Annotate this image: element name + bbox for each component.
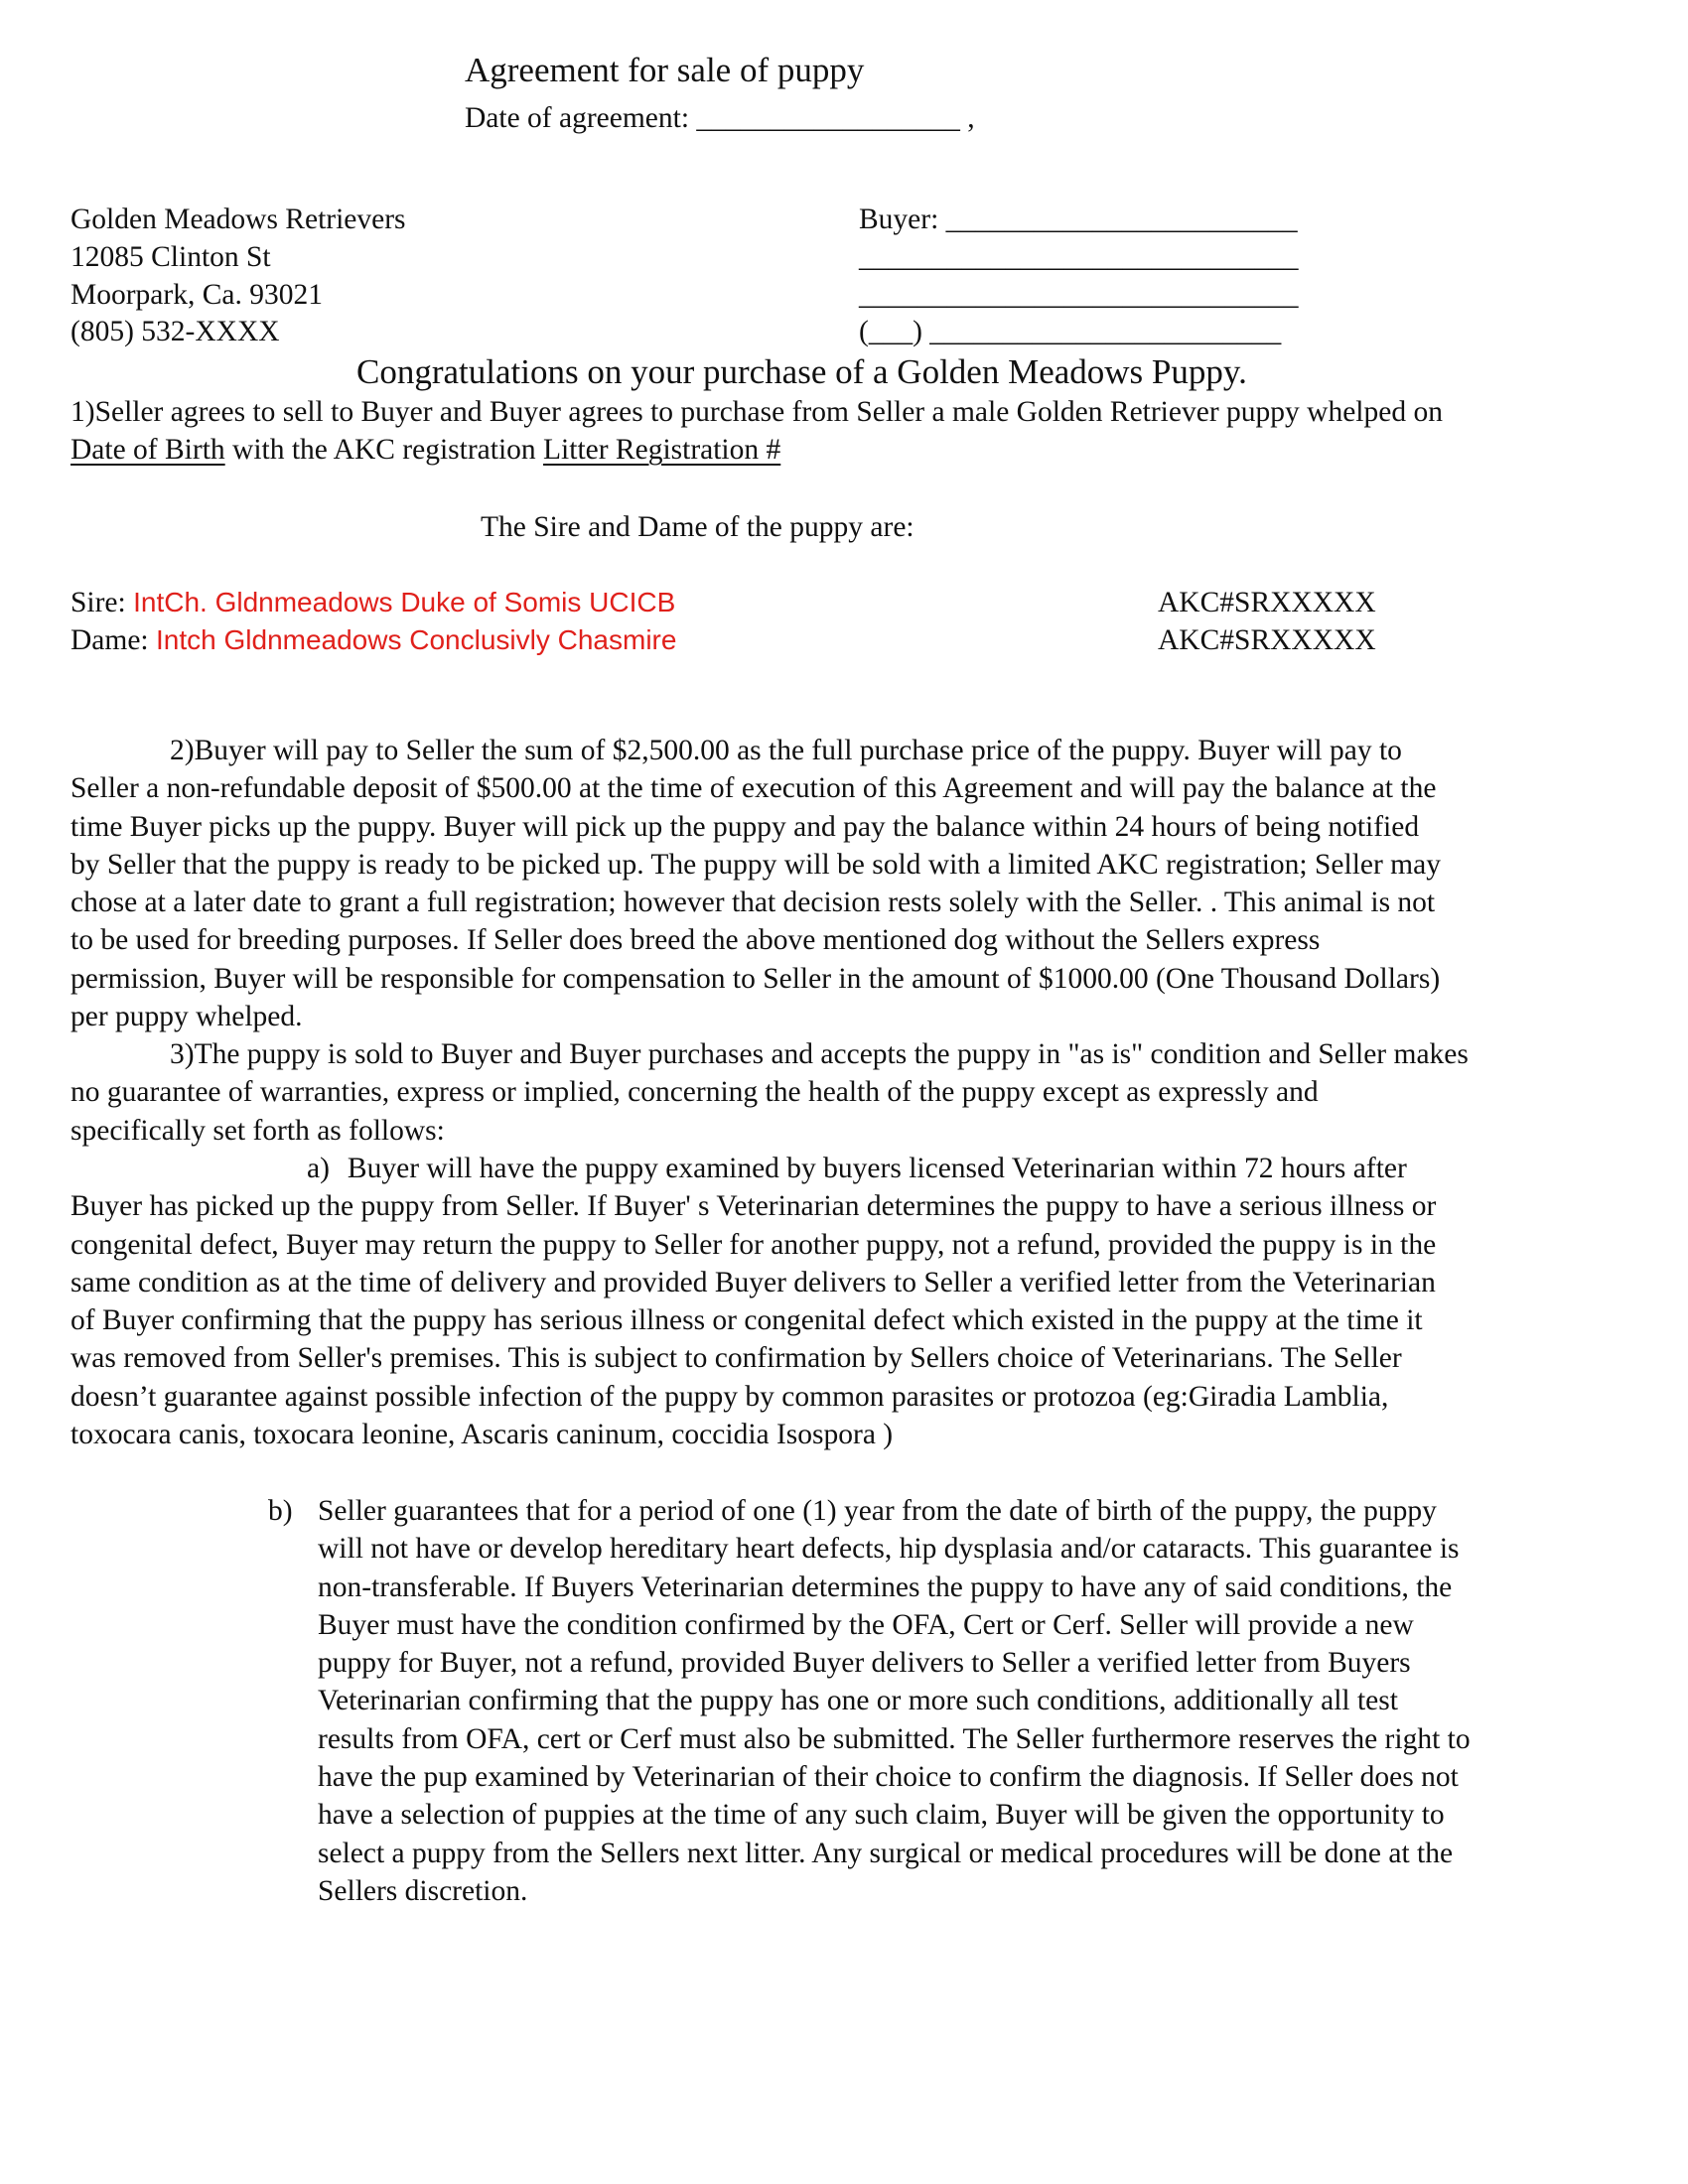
parents-heading: The Sire and Dame of the puppy are: [481, 511, 914, 543]
clause-3-line: specifically set forth as follows: [70, 1114, 445, 1147]
clause-2-line: Seller a non-refundable deposit of $500.00 at the time of execution of this Agreement and will pay the balance at the [70, 772, 1437, 805]
item-a-first-text: Buyer will have the puppy examined by buyers licensed Veterinarian within 72 hours after [347, 1153, 1407, 1184]
item-b-line: have the pup examined by Veterinarian of their choice to confirm the diagnosis. If Seller does not [318, 1761, 1459, 1794]
buyer-address-line-1: ______________________________ [859, 241, 1299, 273]
item-b-line: select a puppy from the Sellers next litter. Any surgical or medical procedures will be done at the [318, 1837, 1454, 1869]
item-b-line: Buyer must have the condition confirmed by the OFA, Cert or Cerf. Seller will provide a new [318, 1608, 1414, 1641]
litter-registration-field: Litter Registration # [543, 434, 781, 466]
clause-2 [70, 732, 1441, 1035]
item-b-line: will not have or develop hereditary heart defects, hip dysplasia and/or cataracts. This guarantee is [318, 1533, 1460, 1566]
clause-2-line: chose at a later date to grant a full registration; however that decision rests solely with the Seller. . This animal is not [70, 887, 1436, 919]
item-b-line: non-transferable. If Buyers Veterinarian determines the puppy to have any of said conditions, the [318, 1570, 1453, 1603]
item-a-first-line [70, 1150, 1436, 1187]
clause-2-line: 2)Buyer will pay to Seller the sum of $2,500.00 as the full purchase price of the puppy. Buyer will pay to [170, 735, 1402, 766]
item-a-line: Buyer has picked up the puppy from Seller. If Buyer' s Veterinarian determines the puppy to have a serious illness or [70, 1190, 1437, 1223]
item-a-line: same condition as at the time of delivery and provided Buyer delivers to Seller a verified letter from the Veterinarian [70, 1266, 1436, 1298]
item-b-line: Seller guarantees that for a period of one (1) year from the date of birth of the puppy, the puppy [318, 1495, 1437, 1527]
item-b-marker: b) [268, 1495, 293, 1527]
page-title: Agreement for sale of puppy [465, 51, 865, 89]
dame-name: Intch Gldnmeadows Conclusivly Chasmire [156, 624, 677, 655]
dame-line [70, 621, 676, 659]
date-of-birth-field: Date of Birth [70, 434, 225, 466]
clause-1-mid-text: with the AKC registration [224, 434, 544, 466]
clause-3-line: no guarantee of warranties, express or implied, concerning the health of the puppy except as expressly and [70, 1076, 1319, 1109]
item-b-line: Sellers discretion. [318, 1874, 528, 1907]
congratulations-heading: Congratulations on your purchase of a Golden Meadows Puppy. [356, 352, 1247, 391]
dame-akc-number: AKC#SRXXXXX [1158, 624, 1376, 656]
buyer-name-line: Buyer: ________________________ [859, 204, 1298, 235]
clause-2-line: to be used for breeding purposes. If Seller does breed the above mentioned dog without the Sellers express [70, 924, 1321, 957]
clause-2-line: per puppy whelped. [70, 1001, 303, 1033]
item-a-line: toxocara canis, toxocara leonine, Ascaris caninum, coccidia Isospora ) [70, 1419, 894, 1451]
item-b [318, 1492, 1471, 1910]
clause-2-line: by Seller that the puppy is ready to be picked up. The puppy will be sold with a limited AKC registration; Seller may [70, 848, 1441, 881]
item-b-line: results from OFA, cert or Cerf must also be submitted. The Seller furthermore reserves the right to [318, 1722, 1471, 1755]
clause-2-line: permission, Buyer will be responsible for compensation to Seller in the amount of $1000.00 (One Thousand Dollars) [70, 962, 1441, 995]
item-b-line: puppy for Buyer, not a refund, provided Buyer delivers to Seller a verified letter from Buyers [318, 1647, 1411, 1680]
sire-label: Sire: [70, 587, 134, 618]
clause-2-line: time Buyer picks up the puppy. Buyer will pick up the puppy and pay the balance within 24 hours of being notified [70, 810, 1420, 843]
date-of-agreement-line: Date of agreement: __________________ , [465, 102, 975, 134]
item-a-line: congenital defect, Buyer may return the puppy to Seller for another puppy, not a refund, provided the puppy is in the [70, 1228, 1437, 1261]
item-b-line: have a selection of puppies at the time of any such claim, Buyer will be given the opportunity to [318, 1799, 1445, 1832]
item-a-line: doesn’t guarantee against possible infection of the puppy by common parasites or protozoa (eg:Giradia Lamblia, [70, 1380, 1389, 1413]
clause-3 [70, 1035, 1469, 1150]
sire-akc-number: AKC#SRXXXXX [1158, 587, 1376, 618]
seller-city: Moorpark, Ca. 93021 [70, 279, 323, 311]
seller-phone: (805) 532-XXXX [70, 316, 280, 347]
item-a [70, 1150, 1436, 1453]
seller-name: Golden Meadows Retrievers [70, 204, 406, 235]
buyer-address-line-2: ______________________________ [859, 279, 1299, 311]
item-b-line: Veterinarian confirming that the puppy has one or more such conditions, additionally all test [318, 1685, 1398, 1717]
item-a-line: was removed from Seller's premises. This is subject to confirmation by Sellers choice of Veterinarians. The Seller [70, 1342, 1402, 1375]
buyer-phone-line: (___) ________________________ [859, 316, 1282, 347]
seller-street: 12085 Clinton St [70, 241, 271, 273]
clause-1-line-2 [70, 431, 780, 469]
clause-1-line-1: 1)Seller agrees to sell to Buyer and Buyer agrees to purchase from Seller a male Golden Retriever puppy whelped on [70, 396, 1443, 428]
sire-name: IntCh. Gldnmeadows Duke of Somis UCICB [133, 587, 676, 617]
sire-line [70, 584, 675, 621]
dame-label: Dame: [70, 624, 157, 656]
clause-3-line: 3)The puppy is sold to Buyer and Buyer purchases and accepts the puppy in "as is" condition and Seller makes [170, 1038, 1469, 1070]
item-a-line: of Buyer confirming that the puppy has serious illness or congenital defect which existed in the puppy at the time it [70, 1304, 1423, 1337]
item-a-marker: a) [307, 1153, 330, 1184]
